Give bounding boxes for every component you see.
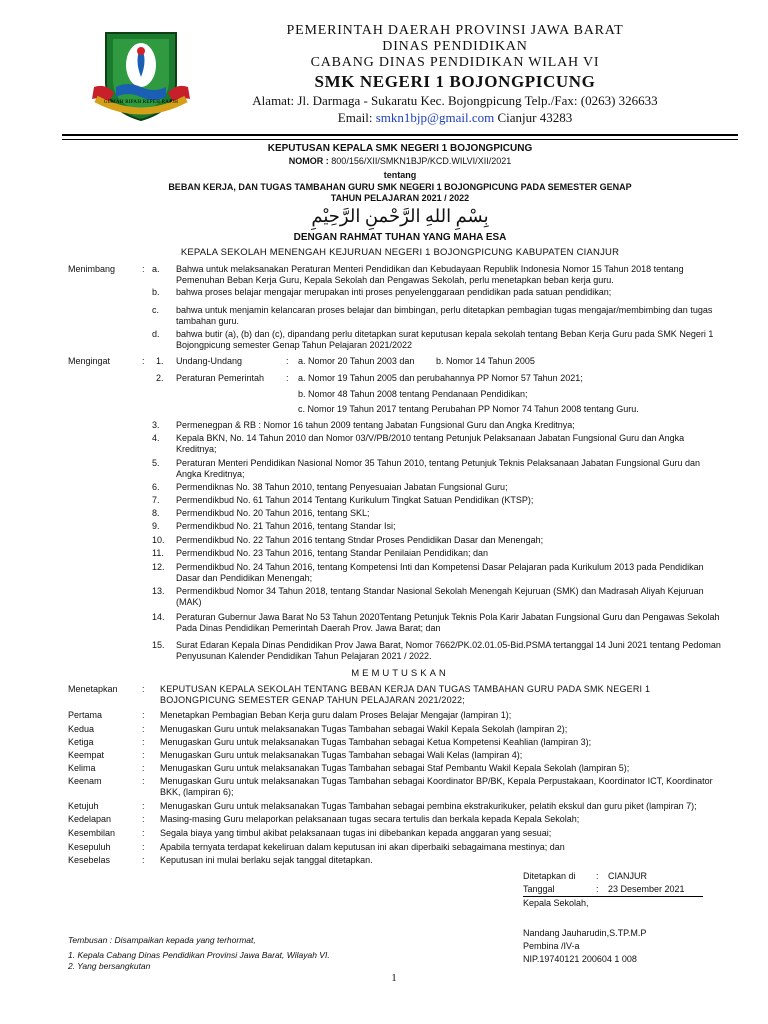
mengingat-8-num: 8. <box>152 508 160 518</box>
mengingat-15-text: Surat Edaran Kepala Dinas Pendidikan Prov Jawa Barat, Nomor 7662/PK.02.01.05-Bid.PSMA tertanggal 14 Juni 2021 tentang Pedoman Penyusunan Kalender Pendidikan Tahun Pelajaran 2021 / 2022. <box>176 640 721 662</box>
menimbang-d-text: bahwa butir (a), (b) dan (c), dipandang perlu ditetapkan surat keputusan kepala sekolah tentang Beban Kerja Guru pada SMK Negeri 1 Bojongpicung semester Genap Tahun Pelajaran 2021/2022 <box>176 329 714 351</box>
mengingat-label: Mengingat <box>68 356 111 366</box>
mengingat-5-text: Peraturan Menteri Pendidikan Nasional Nomor 35 Tahun 2010, tentang Petunjuk Teknis Pelaksanaan Jabatan Fungsional Guru dan Angka Kreditnya; <box>176 458 701 480</box>
letterhead-line3: CABANG DINAS PENDIDIKAN WILAH VI <box>310 55 600 70</box>
mengingat-1-b: b. Nomor 14 Tahun 2005 <box>436 356 535 366</box>
tanggal-colon: : <box>596 884 599 894</box>
tembusan-title: Tembusan : Disampaikan kepada yang terhormat, <box>68 935 256 945</box>
mengingat-14-text: Peraturan Gubernur Jawa Barat No 53 Tahun 2020Tentang Petunjuk Teknis Pola Karir Jabatan Fungsional Guru dan Pengawas Sekolah Pada Dinas Pendidikan Pemerintah Daerah Prov. Jawa Barat; dan <box>176 612 720 634</box>
menimbang-d-num: d. <box>152 329 160 339</box>
kelima-label: Kelima <box>68 763 96 773</box>
kelima-colon: : <box>142 763 145 773</box>
menetapkan-text: KEPUTUSAN KEPALA SEKOLAH TENTANG BEBAN KERJA DAN TUGAS TAMBAHAN GURU PADA SMK NEGERI 1 BOJONGPICUNG SEMESTER GENAP TAHUN PELAJARAN 2021/2022; <box>160 684 651 706</box>
mengingat-2-b: b. Nomor 48 Tahun 2008 tentang Pendanaan Pendidikan; <box>298 389 528 399</box>
mengingat-10-num: 10. <box>152 535 165 545</box>
kedua-label: Kedua <box>68 724 95 734</box>
menimbang-b-num: b. <box>152 287 160 297</box>
kedelapan-label: Kedelapan <box>68 814 112 824</box>
keempat-label: Keempat <box>68 750 105 760</box>
ketiga-colon: : <box>142 737 145 747</box>
mengingat-6-text: Permendiknas No. 38 Tahun 2010, tentang Penyesuaian Jabatan Fungsional Guru; <box>176 482 508 492</box>
ditetapkan-value: CIANJUR <box>608 871 648 881</box>
mengingat-2-c: c. Nomor 19 Tahun 2017 tentang Perubahan PP Nomor 74 Tahun 2008 tentang Guru. <box>298 404 639 414</box>
subject-line2: TAHUN PELAJARAN 2021 / 2022 <box>330 193 470 203</box>
signer-nip: NIP.19740121 200604 1 008 <box>523 954 637 964</box>
mengingat-10-text: Permendikbud No. 22 Tahun 2016 tentang Stndar Proses Pendidikan Dasar dan Menengah; <box>176 535 544 545</box>
mengingat-11-num: 11. <box>152 548 164 558</box>
mengingat-13-num: 13. <box>152 586 165 596</box>
mengingat-3-num: 3. <box>152 420 160 430</box>
ketiga-text: Menugaskan Guru untuk melaksanakan Tugas Tambahan sebagai Ketua Kompetensi Keahlian (lampiran 3); <box>160 737 592 747</box>
kesembilan-colon: : <box>142 828 145 838</box>
keenam-text: Menugaskan Guru untuk melaksanakan Tugas Tambahan sebagai Koordinator BP/BK, Kepala Perpustakaan, Koordinator ICT, Koordinator BKK, (lampiran 6); <box>160 776 713 798</box>
kedua-text: Menugaskan Guru untuk melaksanakan Tugas Tambahan sebagai Wakil Kepala Sekolah (lampiran 2); <box>160 724 568 734</box>
email-line <box>205 110 705 126</box>
menimbang-a-text: Bahwa untuk melaksanakan Peraturan Menteri Pendidikan dan Kebudayaan Republik Indonesia Nomor 15 Tahun 2018 tentang Pemenuhan Beban Kerja Guru, Kepala Sekolah dan Pengawas Sekolah, perlu menetapkan beban kerja guru. <box>176 264 684 286</box>
ketujuh-text: Menugaskan Guru untuk melaksanakan Tugas Tambahan sebagai pembina ekstrakurikuker, pelatih ekskul dan guru piket (lampiran 7); <box>160 801 697 811</box>
mengingat-1-a: a. Nomor 20 Tahun 2003 dan <box>298 356 415 366</box>
mengingat-8-text: Permendikbud No. 20 Tahun 2016, tentang SKL; <box>176 508 370 518</box>
jabatan: Kepala Sekolah, <box>523 898 589 908</box>
mengingat-4-text: Kepala BKN, No. 14 Tahun 2010 dan Nomor 03/V/PB/2010 tentang Petunjuk Pelaksanaan Jabatan Fungsional Guru dan Angka Kreditnya; <box>176 433 685 455</box>
pertama-label: Pertama <box>68 710 103 720</box>
mengingat-13-text: Permendikbud Nomor 34 Tahun 2018, tentang Standar Nasional Sekolah Menengah Kejuruan (SMK) dan Madrasah Aliyah Kejuruan (MAK) <box>176 586 704 608</box>
signer-rank: Pembina /IV-a <box>523 941 580 951</box>
rahmat: DENGAN RAHMAT TUHAN YANG MAHA ESA <box>293 232 507 243</box>
school-logo <box>86 25 196 125</box>
mengingat-4-num: 4. <box>152 433 160 443</box>
menimbang-b-text: bahwa proses belajar mengajar merupakan inti proses penyelenggaraan pendidikan pada satuan pendidikan; <box>176 287 612 297</box>
email-label: Email: <box>337 110 373 125</box>
header-rule-thin <box>62 139 738 140</box>
kesepuluh-label: Kesepuluh <box>68 842 111 852</box>
mengingat-2-title: Peraturan Pemerintah <box>176 373 265 383</box>
tanggal-label: Tanggal <box>523 884 555 894</box>
menimbang-c-text: bahwa untuk menjamin kelancaran proses belajar dan bimbingan, perlu ditetapkan pembagian tugas mengajar/membimbing dan tugas tambahan guru. <box>176 305 713 327</box>
mengingat-5-num: 5. <box>152 458 160 468</box>
signer-name: Nandang Jauharudin,S.TP.M.P <box>523 928 647 938</box>
ketujuh-colon: : <box>142 801 145 811</box>
menimbang-label: Menimbang <box>68 264 116 274</box>
kesebelas-colon: : <box>142 855 145 865</box>
letterhead-line1: PEMERINTAH DAERAH PROVINSI JAWA BARAT <box>286 23 624 38</box>
menimbang-colon: : <box>142 264 145 274</box>
mengingat-12-num: 12. <box>152 562 165 572</box>
signature-rule <box>523 896 703 897</box>
address: Alamat: Jl. Darmaga - Sukaratu Kec. Bojongpicung Telp./Fax: (0263) 326633 <box>252 93 658 108</box>
keenam-label: Keenam <box>68 776 102 786</box>
kesepuluh-colon: : <box>142 842 145 852</box>
nomor-label: NOMOR : <box>288 156 329 166</box>
mengingat-9-text: Permendikbud No. 21 Tahun 2016, tentang Standar Isi; <box>176 521 396 531</box>
mengingat-1-num: 1. <box>156 356 164 366</box>
menetapkan-colon: : <box>142 684 145 694</box>
email-link[interactable]: smkn1bjp@gmail.com <box>375 110 495 125</box>
mengingat-7-text: Permendikbud No. 61 Tahun 2014 Tentang Kurikulum Tingkat Satuan Pendidikan (KTSP); <box>176 495 534 505</box>
tentang: tentang <box>383 170 417 180</box>
keenam-colon: : <box>142 776 145 786</box>
school-name: SMK NEGERI 1 BOJONGPICUNG <box>314 72 596 91</box>
mengingat-12-text: Permendikbud No. 24 Tahun 2016, tentang Kompetensi Inti dan Kompetensi Dasar Pelajaran pada Kurikulum 2013 pada Pendidikan Dasar dan Pendidikan Menengah; <box>176 562 704 584</box>
mengingat-7-num: 7. <box>152 495 160 505</box>
mengingat-15-num: 15. <box>152 640 165 650</box>
city: Cianjur 43283 <box>497 110 573 125</box>
mengingat-11-text: Permendikbud No. 23 Tahun 2016, tentang Standar Penilaian Pendidikan; dan <box>176 548 489 558</box>
header-rule-thick <box>62 134 738 136</box>
ditetapkan-label: Ditetapkan di <box>523 871 576 881</box>
kedelapan-colon: : <box>142 814 145 824</box>
ketiga-label: Ketiga <box>68 737 94 747</box>
subject-line1: BEBAN KERJA, DAN TUGAS TAMBAHAN GURU SMK NEGERI 1 BOJONGPICUNG PADA SEMESTER GENAP <box>168 182 632 192</box>
kesebelas-label: Kesebelas <box>68 855 111 865</box>
pertama-colon: : <box>142 710 145 720</box>
mengingat-1-title: Undang-Undang <box>176 356 243 366</box>
page-number: 1 <box>391 972 397 984</box>
tembusan-item-2: 2. Yang bersangkutan <box>68 961 151 971</box>
mengingat-1-colon: : <box>286 356 289 366</box>
ketujuh-label: Ketujuh <box>68 801 99 811</box>
letterhead-line2: DINAS PENDIDIKAN <box>382 39 528 54</box>
keempat-colon: : <box>142 750 145 760</box>
basmalah: بِسْمِ اللهِ الرَّحْمنِ الرَّحِيْمِ <box>311 206 489 226</box>
tanggal-value: 23 Desember 2021 <box>608 884 685 894</box>
keempat-text: Menugaskan Guru untuk melaksanakan Tugas Tambahan sebagai Wali Kelas (lampiran 4); <box>160 750 523 760</box>
kelima-text: Menugaskan Guru untuk melaksanakan Tugas Tambahan sebagai Staf Pembantu Wakil Kepala Sekolah (lampiran 5); <box>160 763 630 773</box>
kesepuluh-text: Apabila ternyata terdapat kekeliruan dalam keputusan ini akan diperbaiki sebagaimana mestinya; dan <box>160 842 565 852</box>
jawa-barat-emblem-icon <box>86 25 196 125</box>
menetapkan-label: Menetapkan <box>68 684 118 694</box>
kedua-colon: : <box>142 724 145 734</box>
mengingat-9-num: 9. <box>152 521 160 531</box>
mengingat-2-colon: : <box>286 373 289 383</box>
mengingat-6-num: 6. <box>152 482 160 492</box>
kedelapan-text: Masing-masing Guru melaporkan pelaksanaan tugas secara tertulis dan berkala kepada Kepala Sekolah; <box>160 814 580 824</box>
kesembilan-label: Kesembilan <box>68 828 116 838</box>
nomor-value: 800/156/XII/SMKN1BJP/KCD.WILVI/XII/2021 <box>331 156 512 166</box>
menimbang-c-num: c. <box>152 305 160 315</box>
pertama-text: Menetapkan Pembagian Beban Kerja guru dalam Proses Belajar Mengajar (lampiran 1); <box>160 710 512 720</box>
ditetapkan-colon: : <box>596 871 599 881</box>
kepala-sekolah-heading: KEPALA SEKOLAH MENENGAH KEJURUAN NEGERI 1 BOJONGPICUNG KABUPATEN CIANJUR <box>180 247 620 258</box>
mengingat-colon: : <box>142 356 145 366</box>
kesembilan-text: Segala biaya yang timbul akibat pelaksanaan tugas ini dibebankan kepada anggaran yang sesuai; <box>160 828 552 838</box>
tembusan-item-1: 1. Kepala Cabang Dinas Pendidikan Provinsi Jawa Barat, Wilayah VI. <box>68 950 330 960</box>
menimbang-a-num: a. <box>152 264 160 274</box>
mengingat-2-num: 2. <box>156 373 164 383</box>
mengingat-3-text: Permenegpan & RB : Nomor 16 tahun 2009 tentang Jabatan Fungsional Guru dan Angka Kreditnya; <box>176 420 575 430</box>
mengingat-14-num: 14. <box>152 612 165 622</box>
kesebelas-text: Keputusan ini mulai berlaku sejak tanggal ditetapkan. <box>160 855 373 865</box>
memutuskan-heading: MEMUTUSKAN <box>351 668 449 679</box>
decision-heading: KEPUTUSAN KEPALA SMK NEGERI 1 BOJONGPICUNG <box>267 143 533 154</box>
logo-motto: GEMAH RIPAH REPEH RAPIH <box>103 100 179 105</box>
nomor-line <box>62 156 738 167</box>
mengingat-2-a: a. Nomor 19 Tahun 2005 dan perubahannya PP Nomor 57 Tahun 2021; <box>298 373 583 383</box>
